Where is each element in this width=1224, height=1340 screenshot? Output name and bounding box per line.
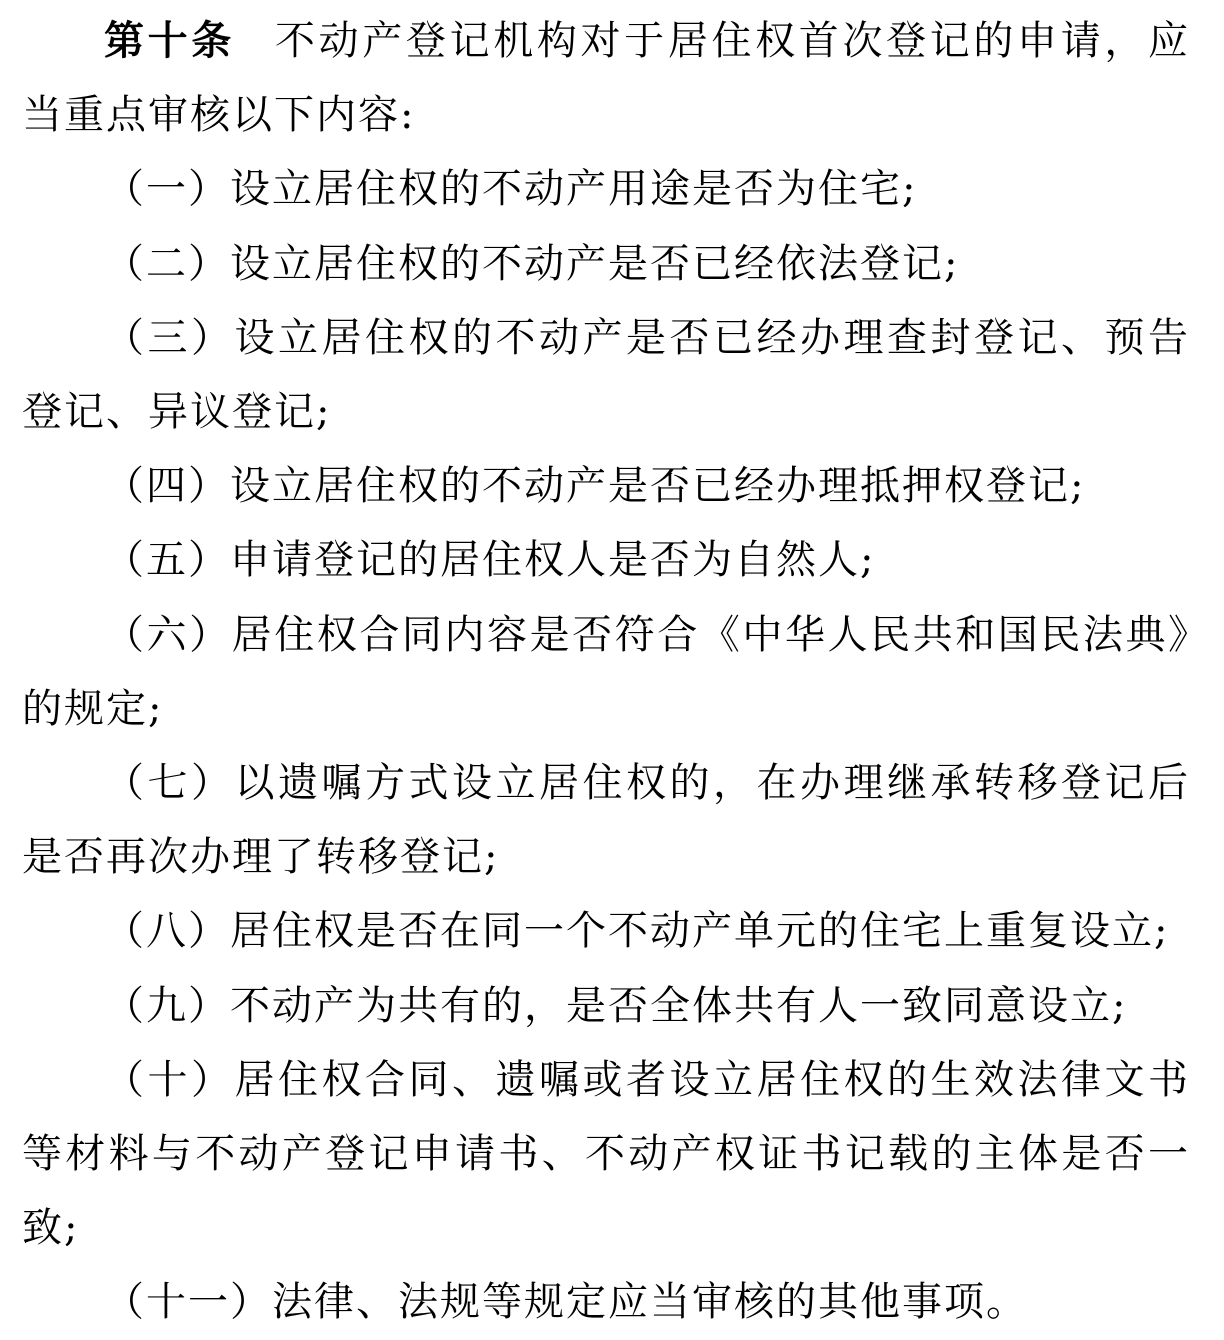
list-item-3: （三）设立居住权的不动产是否已经办理查封登记、预告登记、异议登记; — [22, 314, 1190, 436]
article-intro-paragraph — [22, 4, 1190, 152]
list-item-7: （七）以遗嘱方式设立居住权的，在办理继承转移登记后是否再次办理了转移登记; — [22, 760, 1190, 881]
article-heading: 第十条 — [104, 17, 235, 64]
list-item-2: （二）设立居住权的不动产是否已经依法登记; — [104, 240, 960, 287]
list-item-4: （四）设立居住权的不动产是否已经办理抵押权登记; — [104, 463, 1086, 510]
list-item-9: （九）不动产为共有的，是否全体共有人一致同意设立; — [104, 982, 1128, 1029]
list-item-10: （十）居住权合同、遗嘱或者设立居住权的生效法律文书等材料与不动产登记申请书、不动产权证书记载的主体是否一致; — [22, 1056, 1190, 1252]
list-item-1: （一）设立居住权的不动产用途是否为住宅; — [104, 166, 918, 213]
list-item-5: （五）申请登记的居住权人是否为自然人; — [104, 537, 876, 584]
list-item-6: （六）居住权合同内容是否符合《中华人民共和国民法典》的规定; — [22, 611, 1190, 732]
document-body — [22, 4, 1190, 1340]
list-item-8: （八）居住权是否在同一个不动产单元的住宅上重复设立; — [104, 908, 1170, 955]
article-intro-text: 不动产登记机构对于居住权首次登记的申请，应当重点审核以下内容: — [22, 18, 1191, 139]
list-item-11: （十一）法律、法规等规定应当审核的其他事项。 — [104, 1279, 1028, 1326]
